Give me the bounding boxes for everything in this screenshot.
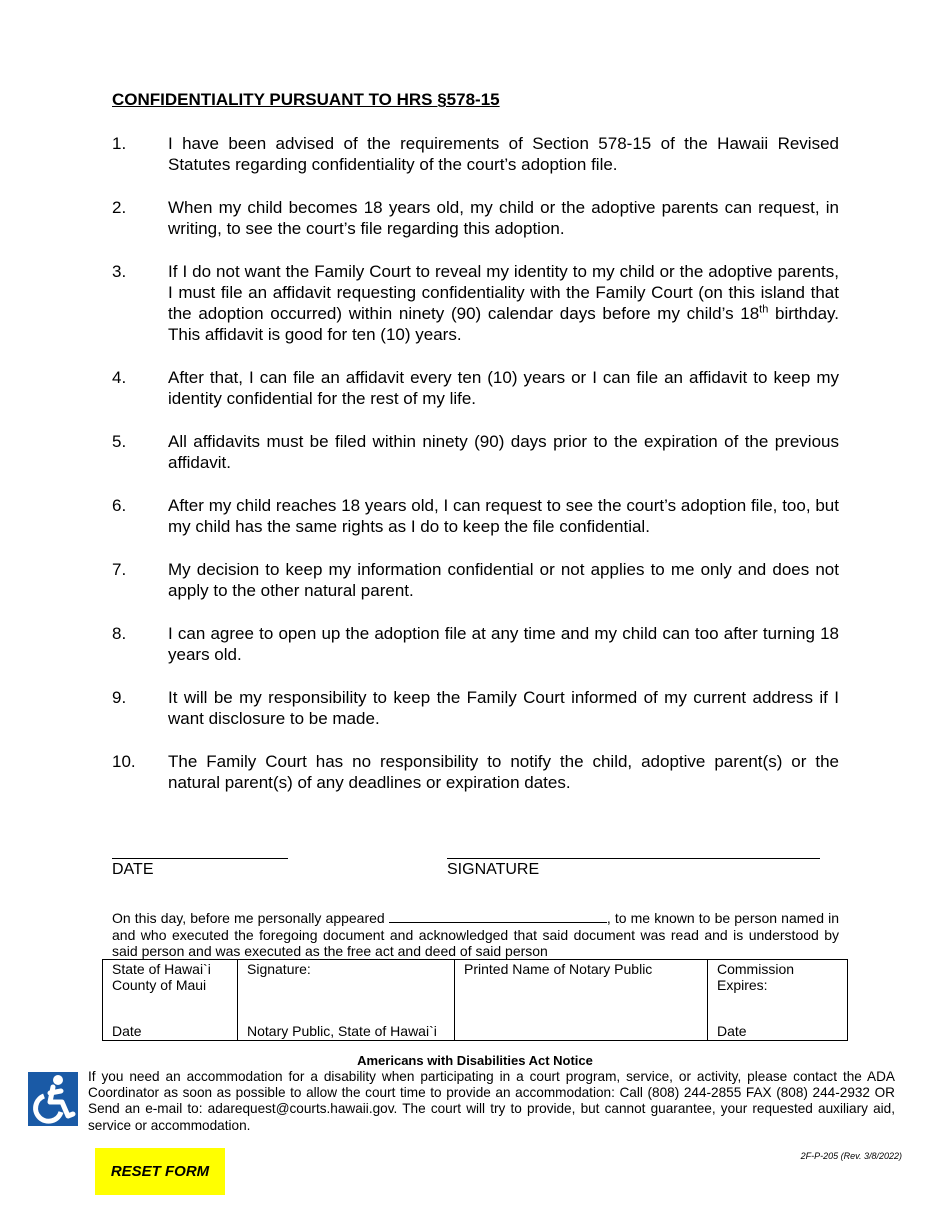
list-item <box>112 133 839 175</box>
item-text: If I do not want the Family Court to reveal my identity to my child or the adoptive parents, I must file an affidavit requesting confidentiality with the Family Court (on this island that the adoption occurred) within ninety (90) calendar days before my child’s 18th birthday. This affidavit is good for ten (10) years. <box>168 262 839 344</box>
item-number: 10. <box>112 752 136 771</box>
page-title: CONFIDENTIALITY PURSUANT TO HRS §578-15 <box>112 90 500 109</box>
notary-public-label: Notary Public, State of Hawai`i <box>247 1023 437 1039</box>
form-id: 2F-P-205 (Rev. 3/8/2022) <box>800 1151 902 1161</box>
item-text: I can agree to open up the adoption file at any time and my child can too after turning 18 years old. <box>168 624 839 664</box>
item-number: 2. <box>112 198 127 217</box>
commission-label: Commission <box>717 961 795 977</box>
notary-signature-label: Signature: <box>247 961 311 977</box>
venue-cell <box>103 960 238 1041</box>
expires-label: Expires: <box>717 977 768 993</box>
date-label-left: Date <box>112 1023 142 1039</box>
list-item <box>112 431 839 473</box>
ordinal-superscript: th <box>759 303 769 316</box>
item-text: After my child reaches 18 years old, I can request to see the court’s adoption file, too, but my child has the same rights as I do to keep the file confidential. <box>168 496 839 536</box>
signature-line[interactable] <box>447 858 820 859</box>
list-item <box>112 559 839 601</box>
item-number: 4. <box>112 368 127 387</box>
item-text: All affidavits must be filed within ninety (90) days prior to the expiration of the previous affidavit. <box>168 432 839 472</box>
county-label: County of Maui <box>112 977 207 993</box>
reset-form-button[interactable]: RESET FORM <box>95 1148 225 1195</box>
ada-notice-text: If you need an accommodation for a disability when participating in a court program, service, or activity, please contact the ADA Coordinator as soon as possible to allow the court time to provide an accommodation: Call (808) 244-2855 FAX (808) 244-2932 OR Send an e-mail to: adarequest@courts.hawaii.gov. The court will try to provide, but cannot guarantee, your requested auxiliary aid, service or accommodation. <box>88 1069 895 1133</box>
item-number: 6. <box>112 496 127 515</box>
list-item <box>112 367 839 409</box>
statement-list <box>112 133 839 815</box>
state-label: State of Hawai`i <box>112 961 211 977</box>
commission-cell[interactable] <box>708 960 848 1041</box>
appeared-name-blank[interactable] <box>389 910 607 923</box>
notary-signature-cell[interactable] <box>238 960 455 1041</box>
item-number: 9. <box>112 688 127 707</box>
date-label: DATE <box>112 861 154 878</box>
item-text: My decision to keep my information confidential or not applies to me only and does not apply to the other natural parent. <box>168 560 839 600</box>
printed-name-label: Printed Name of Notary Public <box>464 961 653 977</box>
item-number: 1. <box>112 134 127 153</box>
notary-acknowledgment: On this day, before me personally appeared , to me known to be person named in and who executed the foregoing document and acknowledged that said document was read and is understood by said person and was executed as the free act and deed of said person <box>112 910 839 959</box>
item-text: After that, I can file an affidavit every ten (10) years or I can file an affidavit to keep my identity confidential for the rest of my life. <box>168 368 839 408</box>
printed-name-cell[interactable] <box>455 960 708 1041</box>
item-number: 7. <box>112 560 127 579</box>
ada-title: Americans with Disabilities Act Notice <box>357 1053 593 1068</box>
list-item <box>112 261 839 345</box>
item-text: It will be my responsibility to keep the Family Court informed of my current address if I want disclosure to be made. <box>168 688 839 728</box>
item-text: The Family Court has no responsibility to notify the child, adoptive parent(s) or the natural parent(s) of any deadlines or expiration dates. <box>168 752 839 792</box>
accessibility-icon <box>28 1072 78 1126</box>
item-number: 8. <box>112 624 127 643</box>
signature-label: SIGNATURE <box>447 861 540 878</box>
item-number: 5. <box>112 432 127 451</box>
list-item <box>112 495 839 537</box>
date-label-right: Date <box>717 1023 747 1039</box>
list-item <box>112 197 839 239</box>
notary-table <box>102 959 848 1041</box>
list-item <box>112 687 839 729</box>
date-line[interactable] <box>112 858 288 859</box>
item-text: I have been advised of the requirements of Section 578-15 of the Hawaii Revised Statutes regarding confidentiality of the court’s adoption file. <box>168 134 839 174</box>
list-item <box>112 623 839 665</box>
item-number: 3. <box>112 262 127 281</box>
item-text: When my child becomes 18 years old, my child or the adoptive parents can request, in writing, to see the court’s file regarding this adoption. <box>168 198 839 238</box>
list-item <box>112 751 839 793</box>
